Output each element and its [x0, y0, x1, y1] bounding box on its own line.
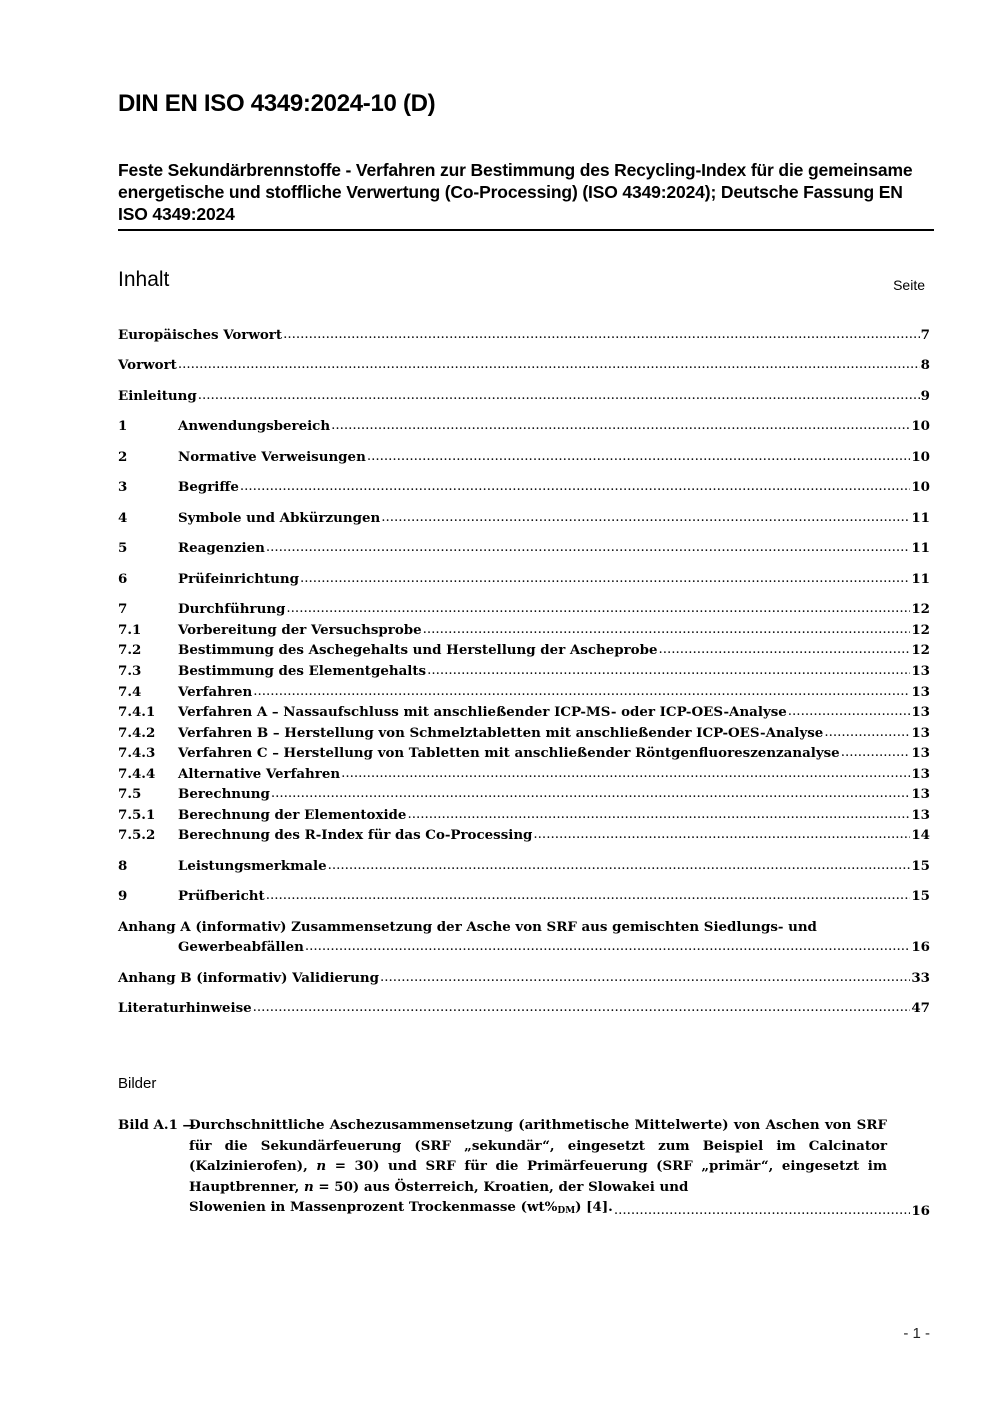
dot-leader	[407, 805, 910, 825]
toc-entry[interactable]	[118, 538, 930, 558]
toc-entry-number: 7.2	[118, 642, 142, 658]
toc-entry[interactable]	[118, 856, 930, 876]
toc-entry-title: Vorwort	[118, 357, 177, 373]
toc-entry-title: Prüfeinrichtung	[178, 571, 300, 587]
toc-entry-number: 7.3	[118, 663, 142, 679]
toc-entry-title: Bestimmung des Aschegehalts und Herstellung der Ascheprobe	[178, 642, 658, 658]
dot-leader	[178, 355, 920, 375]
toc-entry-title: Symbole und Abkürzungen	[178, 510, 381, 526]
toc-entry-title: Leistungsmerkmale	[178, 858, 327, 874]
toc-entry[interactable]	[118, 355, 930, 375]
figure-label: Bild A.1 —	[118, 1117, 196, 1133]
dot-leader	[380, 968, 910, 988]
toc-entry[interactable]	[118, 886, 930, 906]
toc-entry-annex-a[interactable]	[118, 917, 930, 957]
toc-entry-title: Verfahren C – Herstellung von Tabletten mit anschließender Röntgenfluoreszenzanalyse	[178, 745, 840, 761]
toc-entry-page: 13	[911, 725, 930, 741]
toc-entry-page: 11	[911, 571, 930, 587]
document-id: DIN EN ISO 4349:2024-10 (D)	[118, 90, 436, 117]
toc-entry-page: 8	[920, 357, 930, 373]
toc-entry-page: 11	[911, 510, 930, 526]
toc-entry[interactable]	[118, 599, 930, 619]
toc-entry-number: 1	[118, 418, 128, 434]
toc-entry-page: 47	[911, 1000, 930, 1016]
toc-entry-page: 13	[911, 766, 930, 782]
toc-entry-number: 7.5	[118, 786, 142, 802]
figure-caption: Durchschnittliche Aschezusammensetzung (arithmetische Mittelwerte) von Aschen von SRF für die Sekundärfeuerung (SRF „sekundär“, eingesetzt zum Beispiel im Calcinator (Kalzinierofen), n = 30) und SRF für die Primärfeuerung (SRF „primär“, eingesetzt im Hauptbrenner, n = 50) aus Österreich, Kroatien, der Slowakei und	[189, 1117, 887, 1195]
toc-entry-page: 13	[911, 745, 930, 761]
figure-page: 16	[911, 1203, 930, 1220]
toc-entry-number: 6	[118, 571, 128, 587]
dot-leader	[253, 682, 910, 702]
toc-entry-number: 7.5.1	[118, 807, 156, 823]
dot-leader	[367, 447, 911, 467]
dot-leader	[533, 825, 910, 845]
toc-entry[interactable]	[118, 386, 930, 406]
toc-entry[interactable]	[118, 640, 930, 660]
toc-entry-page: 13	[911, 663, 930, 679]
figure-entry-a1[interactable]	[118, 1115, 930, 1222]
dot-leader	[240, 477, 911, 497]
dot-leader	[427, 661, 910, 681]
toc-entry-number: 7.1	[118, 622, 142, 638]
dot-leader	[305, 937, 911, 957]
toc-entry-title: Vorbereitung der Versuchsprobe	[178, 622, 422, 638]
toc-entry[interactable]	[118, 825, 930, 845]
dot-leader	[824, 723, 910, 743]
dot-leader	[381, 508, 910, 528]
toc-entry-number: 3	[118, 479, 128, 495]
toc-entry-page: 15	[911, 888, 930, 904]
page-number: - 1 -	[903, 1325, 930, 1342]
dot-leader	[841, 743, 911, 763]
toc-entry-page: 12	[911, 601, 930, 617]
toc-entry-number: 7.4.2	[118, 725, 156, 741]
toc-entry-number: 7.5.2	[118, 827, 156, 843]
toc-entry-title: Verfahren A – Nassaufschluss mit anschließender ICP-MS- oder ICP-OES-Analyse	[178, 704, 787, 720]
toc-entry-page: 11	[911, 540, 930, 556]
toc-entry[interactable]	[118, 702, 930, 722]
toc-entry-title: Anhang B (informativ) Validierung	[118, 970, 379, 986]
toc-entry-title: Alternative Verfahren	[178, 766, 341, 782]
dot-leader	[300, 569, 910, 589]
toc-entry[interactable]	[118, 743, 930, 763]
dot-leader	[253, 998, 911, 1018]
toc-entry[interactable]	[118, 325, 930, 345]
toc-entry-title: Bestimmung des Elementgehalts	[178, 663, 427, 679]
toc-entry-title: Normative Verweisungen	[178, 449, 366, 465]
toc-entry-title: Reagenzien	[178, 540, 265, 556]
toc-entry-number: 5	[118, 540, 128, 556]
dot-leader	[614, 1201, 911, 1222]
dot-leader	[198, 386, 920, 406]
dot-leader	[658, 640, 910, 660]
toc-entry-number: 9	[118, 888, 128, 904]
toc-entry-number: 2	[118, 449, 128, 465]
dot-leader	[341, 764, 910, 784]
toc-entry-bibliography[interactable]	[118, 998, 930, 1018]
toc-entry-page: 12	[911, 622, 930, 638]
toc-entry-page: 13	[911, 786, 930, 802]
toc-entry-page: 13	[911, 807, 930, 823]
toc-heading: Inhalt	[118, 268, 170, 291]
toc-entry-page: 10	[911, 418, 930, 434]
toc-entry-title: Europäisches Vorwort	[118, 327, 283, 343]
toc-entry-title-continued: Gewerbeabfällen	[178, 939, 304, 955]
toc-entry-title: Literaturhinweise	[118, 1000, 252, 1016]
toc-entry-title: Berechnung	[178, 786, 270, 802]
dot-leader	[266, 538, 910, 558]
dot-leader	[331, 416, 910, 436]
toc-entry-title: Prüfbericht	[178, 888, 265, 904]
page-column-label: Seite	[893, 277, 925, 293]
toc-entry-number: 7.4.3	[118, 745, 156, 761]
figures-heading: Bilder	[118, 1075, 157, 1092]
toc-entry[interactable]	[118, 477, 930, 497]
toc-entry[interactable]	[118, 416, 930, 436]
toc-entry-page: 9	[920, 388, 930, 404]
dot-leader	[328, 856, 911, 876]
toc-entry-title: Verfahren	[178, 684, 253, 700]
toc-entry-title: Berechnung des R-Index für das Co-Processing	[178, 827, 533, 843]
toc-entry-title: Einleitung	[118, 388, 197, 404]
toc-entry-page: 10	[911, 479, 930, 495]
toc-entry-title: Verfahren B – Herstellung von Schmelztabletten mit anschließender ICP-OES-Analyse	[178, 725, 824, 741]
toc-entry-page: 13	[911, 684, 930, 700]
toc-entry-page: 33	[911, 970, 930, 986]
toc-entry-page: 15	[911, 858, 930, 874]
toc-entry-title: Berechnung der Elementoxide	[178, 807, 407, 823]
figure-caption-end: Slowenien in Massenprozent Trockenmasse $(wt\%_{DM})$ [4].	[189, 1199, 613, 1217]
toc-entry-number: 8	[118, 858, 128, 874]
toc-entry-page: 10	[911, 449, 930, 465]
toc-entry-title: Anwendungsbereich	[178, 418, 331, 434]
toc-entry[interactable]	[118, 661, 930, 681]
toc-entry-title: Anhang A (informativ) Zusammensetzung der Asche von SRF aus gemischten Siedlungs- und	[118, 919, 817, 935]
toc-entry[interactable]	[118, 764, 930, 784]
dot-leader	[286, 599, 910, 619]
toc-entry-page: 14	[911, 827, 930, 843]
dot-leader	[271, 784, 910, 804]
title-divider	[118, 229, 934, 231]
toc-entry-number: 7	[118, 601, 128, 617]
dot-leader	[283, 325, 920, 345]
toc-entry-page: 13	[911, 704, 930, 720]
toc-entry-number: 4	[118, 510, 128, 526]
toc-entry[interactable]	[118, 784, 930, 804]
toc-entry[interactable]	[118, 447, 930, 467]
toc-entry-title: Begriffe	[178, 479, 239, 495]
toc-entry-number: 7.4.1	[118, 704, 156, 720]
toc-entry[interactable]	[118, 569, 930, 589]
toc-entry[interactable]	[118, 805, 930, 825]
toc-entry-annex-b[interactable]	[118, 968, 930, 988]
toc-entry-number: 7.4.4	[118, 766, 156, 782]
toc-entry-page: 16	[911, 939, 930, 955]
toc-entry[interactable]	[118, 682, 930, 702]
toc-entry[interactable]	[118, 508, 930, 528]
dot-leader	[266, 886, 911, 906]
toc-entry-number: 7.4	[118, 684, 142, 700]
dot-leader	[423, 620, 911, 640]
toc-entry-title: Durchführung	[178, 601, 286, 617]
toc-entry-page: 7	[920, 327, 930, 343]
toc-entry[interactable]	[118, 723, 930, 743]
toc-entry-page: 12	[911, 642, 930, 658]
toc-entry[interactable]	[118, 620, 930, 640]
document-title: Feste Sekundärbrennstoffe - Verfahren zur Bestimmung des Recycling-Index für die gemeinsame energetische und stoffliche Verwertung (Co-Processing) (ISO 4349:2024); Deutsche Fassung EN ISO 4349:2024	[118, 160, 913, 224]
dot-leader	[788, 702, 911, 722]
